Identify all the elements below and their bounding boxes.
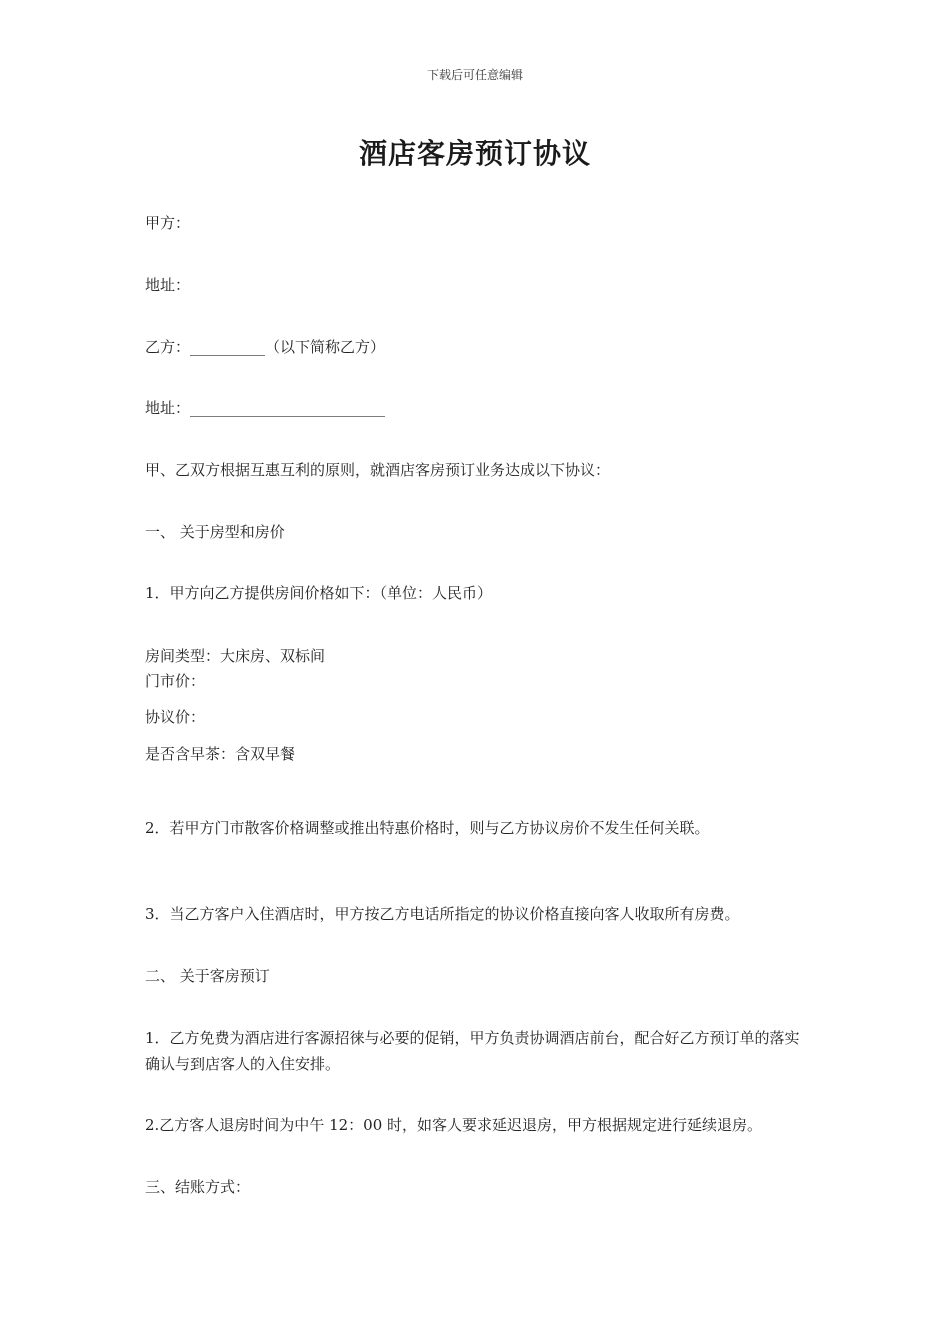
section-1-item-1: 1．甲方向乙方提供房间价格如下：（单位：人民币） — [145, 584, 493, 602]
intro-paragraph: 甲、乙双方根据互惠互利的原则，就酒店客房预订业务达成以下协议： — [145, 461, 611, 479]
party-a-label: 甲方： — [145, 214, 191, 232]
address-a-label: 地址： — [145, 276, 191, 294]
address-b-label: 地址： — [145, 399, 191, 417]
section-2-heading: 二、 关于客房预订 — [145, 967, 270, 985]
agreed-rate-line: 协议价： — [145, 708, 206, 726]
section-1-item-3: 3．当乙方客户入住酒店时，甲方按乙方电话所指定的协议价格直接向客人收取所有房费。 — [145, 905, 740, 923]
section-2-item-1: 1．乙方免费为酒店进行客源招徕与必要的促销，甲方负责协调酒店前台，配合好乙方预订单的落实确认与到店客人的入住安排。 — [145, 1029, 800, 1073]
section-1-heading: 一、 关于房型和房价 — [145, 523, 285, 541]
header-note: 下载后可任意编辑 — [426, 68, 523, 82]
party-b-suffix: （以下简称乙方） — [265, 338, 386, 356]
party-b-label: 乙方： — [145, 338, 191, 356]
address-b-blank: __________________________ — [190, 399, 386, 417]
section-1-item-2: 2．若甲方门市散客价格调整或推出特惠价格时，则与乙方协议房价不发生任何关联。 — [145, 819, 710, 837]
party-b-blank: __________ — [190, 338, 266, 356]
document-title: 酒店客房预订协议 — [358, 137, 591, 170]
rack-rate-line: 门市价： — [145, 672, 206, 690]
breakfast-line: 是否含早茶：含双早餐 — [145, 745, 296, 763]
room-type-line: 房间类型：大床房、双标间 — [145, 647, 326, 665]
party-b-line — [145, 334, 385, 360]
section-2-item-2: 2.乙方客人退房时间为中午 12：00 时，如客人要求延迟退房，甲方根据规定进行延续退房。 — [145, 1116, 763, 1134]
section-3-heading: 三、结账方式： — [145, 1178, 251, 1196]
address-b-line — [145, 395, 385, 421]
